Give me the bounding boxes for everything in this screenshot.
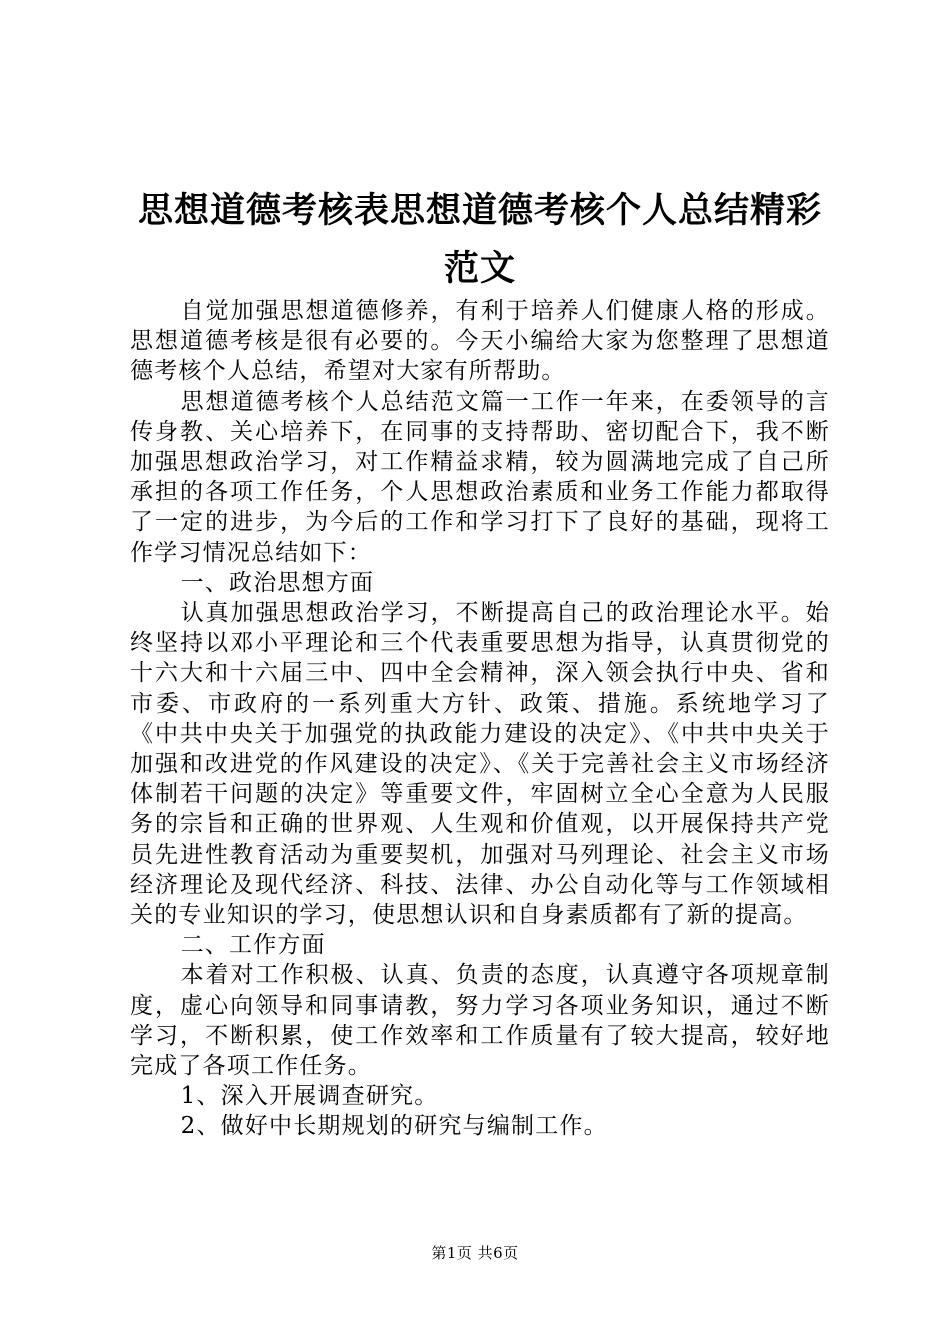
section-heading-work: 二、工作方面: [180, 932, 326, 959]
page-number-footer: 第1页 共6页: [431, 1244, 519, 1262]
list-item-planning: 2、做好中长期规划的研究与编制工作。: [180, 1113, 608, 1140]
paragraph-summary: 思想道德考核个人总结范文篇一工作一年来，在委领导的言传身教、关心培养下，在同事的支持帮助、密切配合下，我不断加强思想政治学习，对工作精益求精，较为圆满地完成了自己所承担的各项工作任务，个人思想政治素质和业务工作能力都取得了一定的进步，为今后的工作和学习打下了良好的基础，现将工作学习情况总结如下：: [130, 388, 830, 566]
document-body: [130, 296, 830, 1142]
document-title: 思想道德考核表思想道德考核个人总结精彩范文: [137, 191, 822, 289]
paragraph-intro: 自觉加强思想道德修养，有利于培养人们健康人格的形成。思想道德考核是很有必要的。今天小编给大家为您整理了思想道德考核个人总结，希望对大家有所帮助。: [130, 298, 830, 385]
paragraph-work: 本着对工作积极、认真、负责的态度，认真遵守各项规章制度，虚心向领导和同事请教，努力学习各项业务知识，通过不断学习，不断积累，使工作效率和工作质量有了较大提高，较好地完成了各项工作任务。: [130, 962, 830, 1080]
list-item-research: 1、深入开展调查研究。: [180, 1083, 439, 1110]
paragraph-politics: 认真加强思想政治学习，不断提高自己的政治理论水平。始终坚持以邓小平理论和三个代表重要思想为指导，认真贯彻党的十六大和十六届三中、四中全会精神，深入领会执行中央、省和市委、市政府的一系列重大方针、政策、措施。系统地学习了《中共中央关于加强党的执政能力建设的决定》、《中共中央关于加强和改进党的作风建设的决定》、《关于完善社会主义市场经济体制若干问题的决定》等重要文件，牢固树立全心全意为人民服务的宗旨和正确的世界观、人生观和价值观，以开展保持共产党员先进性教育活动为重要契机，加强对马列理论、社会主义市场经济理论及现代经济、科技、法律、办公自动化等与工作领域相关的专业知识的学习，使思想认识和自身素质都有了新的提高。: [130, 600, 830, 929]
section-heading-politics: 一、政治思想方面: [180, 569, 375, 596]
